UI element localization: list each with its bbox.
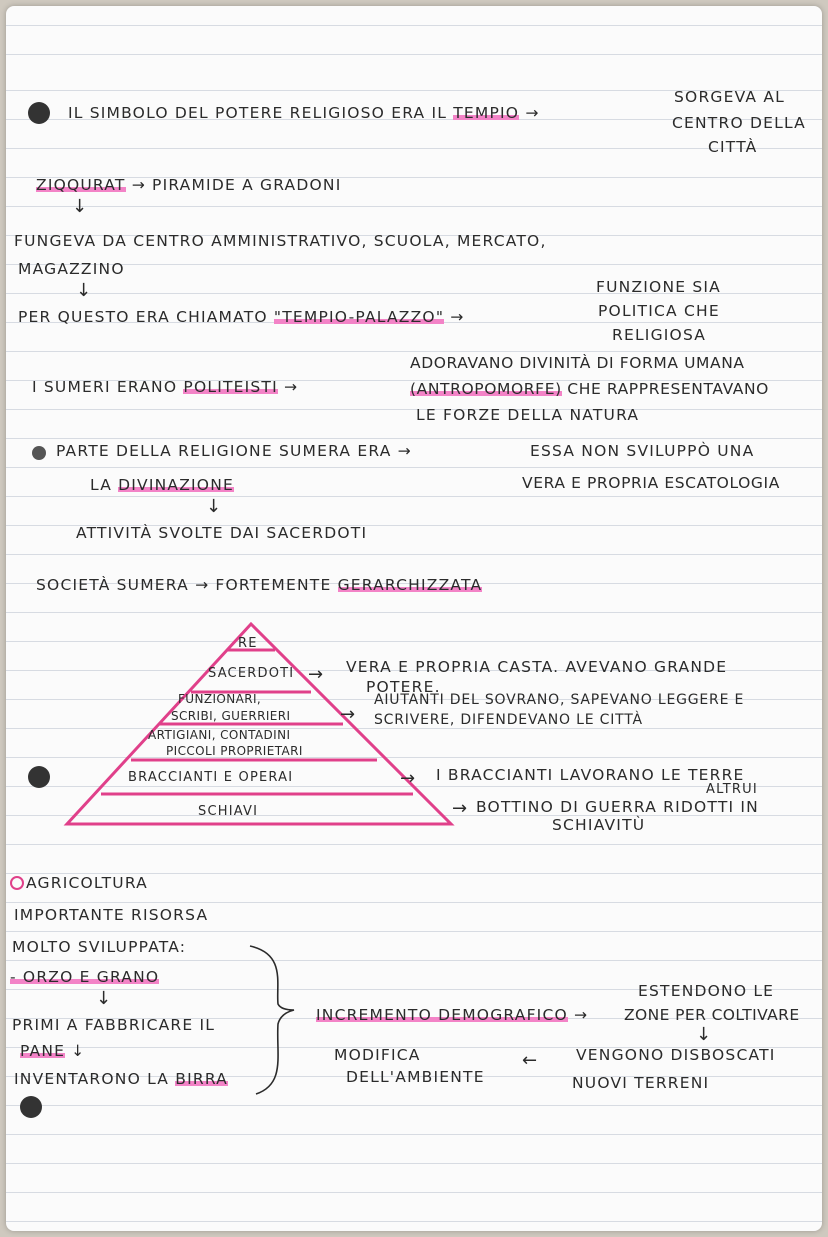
modifica-2: DELL'AMBIENTE: [346, 1068, 485, 1086]
societa-highlight: GERARCHIZZATA: [337, 576, 483, 594]
sumeri-aside-3: LE FORZE DELLA NATURA: [416, 406, 640, 424]
arrow-icon: →: [284, 378, 299, 396]
arrow-icon: →: [574, 1006, 589, 1024]
binder-hole-3: [20, 1096, 42, 1118]
birra-highlight: BIRRA: [175, 1070, 228, 1088]
agri-l4: - ORZO E GRANO: [10, 968, 160, 986]
note-schiavi-1: BOTTINO DI GUERRA RIDOTTI IN: [476, 798, 759, 816]
agri-l2: IMPORTANTE RISORSA: [14, 906, 209, 924]
estendono-2: ZONE PER COLTIVARE: [624, 1006, 800, 1024]
arrow-icon: →: [525, 104, 540, 122]
divinazione-line-1: [56, 442, 412, 460]
binder-hole-1: [28, 102, 50, 124]
sumeri-line: [32, 378, 298, 396]
incremento-highlight: INCREMENTO DEMOGRAFICO: [316, 1006, 568, 1024]
modifica-1: MODIFICA: [334, 1046, 421, 1064]
note-braccianti-1: I BRACCIANTI LAVORANO LE TERRE: [436, 766, 745, 784]
palazzo-prefix: PER QUESTO ERA CHIAMATO: [18, 308, 268, 326]
palazzo-aside-1: FUNZIONE SIA: [596, 278, 721, 296]
pane-highlight: PANE: [20, 1042, 66, 1060]
pyramid-level-piccoli: PICCOLI PROPRIETARI: [166, 744, 303, 758]
note-sacerdoti-1: VERA E PROPRIA CASTA. AVEVANO GRANDE: [346, 658, 728, 676]
divinazione-aside-1: ESSA NON SVILUPPÒ UNA: [530, 442, 755, 460]
divinazione-line-2: [90, 476, 234, 494]
tempio-aside-1: SORGEVA AL: [674, 88, 785, 106]
ziqqurat-line: [36, 176, 341, 194]
societa-prefix: SOCIETÀ SUMERA: [36, 576, 189, 594]
arrow-icon: →: [452, 798, 468, 819]
incremento-line: [316, 1006, 588, 1024]
arrow-icon: →: [308, 664, 324, 685]
tempio-text: IL SIMBOLO DEL POTERE RELIGIOSO ERA IL: [68, 104, 448, 122]
divinazione-highlight: DIVINAZIONE: [118, 476, 234, 494]
sumeri-aside-2-rest: CHE RAPPRESENTAVANO: [567, 380, 769, 398]
divinazione-prefix: LA: [90, 476, 112, 494]
down-arrow-icon: ↓: [76, 280, 92, 301]
down-arrow-icon: ↓: [206, 496, 222, 517]
estendono-1: ESTENDONO LE: [638, 982, 775, 1000]
note-sacerdoti-2: POTERE.: [366, 678, 441, 696]
vengono-1: VENGONO DISBOSCATI: [576, 1046, 776, 1064]
palazzo-aside-3: RELIGIOSA: [612, 326, 707, 344]
palazzo-highlight: "TEMPIO-PALAZZO": [273, 308, 445, 326]
palazzo-line: [18, 308, 464, 326]
arrow-icon: →: [195, 576, 216, 594]
ziqqurat-definition: PIRAMIDE A GRADONI: [152, 176, 342, 194]
pyramid-level-artigiani: ARTIGIANI, CONTADINI: [148, 728, 291, 742]
agri-l7: [14, 1070, 228, 1088]
agri-title: AGRICOLTURA: [26, 874, 148, 892]
pyramid-level-scribi: SCRIBI, GUERRIERI: [171, 709, 291, 723]
arrow-icon: →: [340, 704, 356, 725]
curly-brace: [246, 944, 306, 1104]
palazzo-aside-2: POLITICA CHE: [598, 302, 720, 320]
ziqqurat-term: ZIQQURAT: [36, 176, 126, 194]
agri-l5: PRIMI A FABBRICARE IL: [12, 1016, 216, 1034]
note-braccianti-2: ALTRUI: [706, 782, 758, 797]
divinazione-text: PARTE DELLA RELIGIONE SUMERA ERA: [56, 442, 392, 460]
divinazione-sub: ATTIVITÀ SVOLTE DAI SACERDOTI: [76, 524, 368, 542]
tempio-aside-2: CENTRO DELLA: [672, 114, 806, 132]
binder-hole-2: [28, 766, 50, 788]
sumeri-highlight: POLITEISTI: [183, 378, 278, 396]
antropomorfe-highlight: (ANTROPOMORFE): [410, 380, 562, 398]
bullet-icon: [32, 446, 46, 460]
pyramid-level-sacerdoti: SACERDOTI: [208, 666, 295, 681]
pink-bullet-icon: [10, 876, 24, 890]
down-arrow-icon: ↓: [696, 1024, 712, 1045]
down-arrow-icon: ↓: [72, 196, 88, 217]
arrow-icon: →: [450, 308, 465, 326]
arrow-icon: →: [131, 176, 153, 194]
pyramid-level-braccianti: BRACCIANTI E OPERAI: [128, 770, 294, 785]
left-arrow-icon: ←: [522, 1050, 538, 1071]
sumeri-aside-1: ADORAVANO DIVINITÀ DI FORMA UMANA: [410, 354, 745, 372]
tempio-highlight: TEMPIO: [453, 104, 520, 122]
arrow-icon: →: [397, 442, 412, 460]
down-arrow-icon: ↓: [71, 1042, 86, 1060]
function-line-1: FUNGEVA DA CENTRO AMMINISTRATIVO, SCUOLA, MERCATO,: [14, 232, 547, 250]
societa-mid: FORTEMENTE: [215, 576, 332, 594]
down-arrow-icon: ↓: [96, 988, 112, 1009]
arrow-icon: →: [400, 768, 416, 789]
divinazione-aside-2: VERA E PROPRIA ESCATOLOGIA: [522, 474, 780, 492]
function-line-2: MAGAZZINO: [18, 260, 125, 278]
vengono-2: NUOVI TERRENI: [572, 1074, 710, 1092]
pyramid-level-schiavi: SCHIAVI: [198, 804, 259, 819]
agri-l7-prefix: INVENTARONO LA: [14, 1070, 170, 1088]
sumeri-prefix: I SUMERI ERANO: [32, 378, 178, 396]
sumeri-aside-2: [410, 380, 769, 398]
societa-line: [36, 576, 482, 594]
note-schiavi-2: SCHIAVITÙ: [552, 816, 646, 834]
tempio-line: [68, 104, 540, 122]
pyramid-level-funzionari: FUNZIONARI,: [178, 692, 262, 706]
notebook-page: [6, 6, 822, 1231]
note-funzionari-1: AIUTANTI DEL SOVRANO, SAPEVANO LEGGERE E: [374, 692, 745, 708]
agri-l6: [20, 1042, 85, 1060]
tempio-aside-3: CITTÀ: [708, 138, 758, 156]
note-funzionari-2: SCRIVERE, DIFENDEVANO LE CITTÀ: [374, 712, 643, 728]
agri-l3: MOLTO SVILUPPATA:: [12, 938, 187, 956]
pyramid-level-re: RE: [238, 636, 258, 651]
